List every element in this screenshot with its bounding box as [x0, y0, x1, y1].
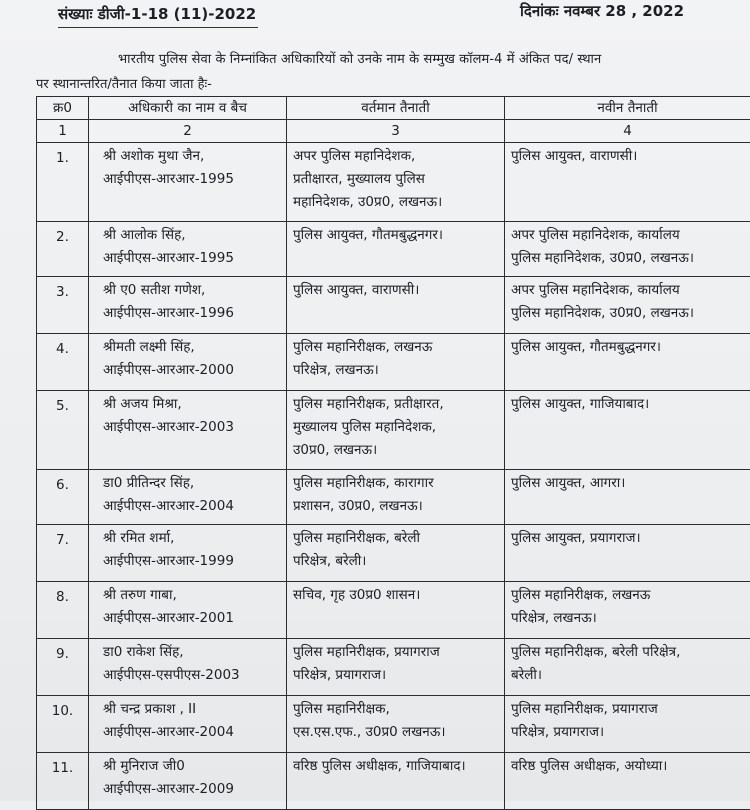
current-posting-line: पुलिस महानिरीक्षक, लखनऊ — [293, 336, 500, 359]
serial-number: 9. — [37, 639, 89, 696]
current-posting-line: एस.एस.एफ., उ0प्र0 लखनऊ। — [293, 721, 500, 744]
table-body — [37, 143, 750, 810]
current-posting-cell — [287, 696, 505, 753]
new-posting-line: वरिष्ठ पुलिस अधीक्षक, अयोध्या। — [511, 755, 746, 778]
table-row — [37, 582, 750, 639]
officer-name: श्री रमित शर्मा, — [103, 527, 282, 550]
new-posting-line: पुलिस महानिदेशक, उ0प्र0, लखनऊ। — [511, 302, 746, 325]
current-posting-line: पुलिस आयुक्त, वाराणसी। — [293, 279, 500, 302]
new-posting-cell — [505, 525, 750, 582]
serial-number: 10. — [37, 696, 89, 753]
new-posting-cell — [505, 143, 750, 222]
current-posting-cell — [287, 582, 505, 639]
intro-line-2: पर स्थानान्तरित/तैनात किया जाता हैः- — [36, 74, 212, 92]
current-posting-cell — [287, 277, 505, 334]
current-posting-line: प्रतीक्षारत, मुख्यालय पुलिस — [293, 168, 500, 191]
col-number-3: 3 — [287, 120, 505, 143]
officer-cell — [89, 143, 287, 222]
current-posting-line: महानिदेशक, उ0प्र0, लखनऊ। — [293, 191, 500, 214]
new-posting-line: पुलिस आयुक्त, आगरा। — [511, 472, 746, 495]
reference-underline — [58, 27, 258, 28]
current-posting-cell — [287, 525, 505, 582]
current-posting-line: पुलिस महानिरीक्षक, प्रतीक्षारत, — [293, 393, 500, 416]
new-posting-line: पुलिस आयुक्त, गौतमबुद्धनगर। — [511, 336, 746, 359]
current-posting-cell — [287, 391, 505, 470]
current-posting-cell — [287, 143, 505, 222]
officer-batch: आईपीएस-आरआर-1999 — [103, 550, 282, 573]
new-posting-line: अपर पुलिस महानिदेशक, कार्यालय — [511, 224, 746, 247]
table-row — [37, 334, 750, 391]
officer-cell — [89, 222, 287, 277]
header-new-posting: नवीन तैनाती — [505, 97, 750, 120]
serial-number: 6. — [37, 470, 89, 525]
new-posting-line: अपर पुलिस महानिदेशक, कार्यालय — [511, 279, 746, 302]
current-posting-line: पुलिस महानिरीक्षक, कारागार — [293, 472, 500, 495]
current-posting-cell — [287, 222, 505, 277]
new-posting-line: परिक्षेत्र, प्रयागराज। — [511, 721, 746, 744]
table-row — [37, 639, 750, 696]
current-posting-line: परिक्षेत्र, बरेली। — [293, 550, 500, 573]
officer-batch: आईपीएस-एसपीएस-2003 — [103, 664, 282, 687]
officer-cell — [89, 470, 287, 525]
table-row — [37, 277, 750, 334]
officer-name: श्री अजय मिश्रा, — [103, 393, 282, 416]
officer-batch: आईपीएस-आरआर-2009 — [103, 778, 282, 801]
new-posting-line: परिक्षेत्र, लखनऊ। — [511, 607, 746, 630]
header-officer: अधिकारी का नाम व बैच — [89, 97, 287, 120]
officer-cell — [89, 277, 287, 334]
new-posting-line: पुलिस महानिदेशक, उ0प्र0, लखनऊ। — [511, 247, 746, 270]
serial-number: 1. — [37, 143, 89, 222]
column-number-row — [37, 120, 750, 143]
officer-batch: आईपीएस-आरआर-1995 — [103, 247, 282, 270]
new-posting-cell — [505, 582, 750, 639]
officer-name: श्री आलोक सिंह, — [103, 224, 282, 247]
serial-number: 8. — [37, 582, 89, 639]
serial-number: 7. — [37, 525, 89, 582]
new-posting-cell — [505, 639, 750, 696]
new-posting-line: बरेली। — [511, 664, 746, 687]
current-posting-line: अपर पुलिस महानिदेशक, — [293, 145, 500, 168]
new-posting-line: पुलिस महानिरीक्षक, बरेली परिक्षेत्र, — [511, 641, 746, 664]
current-posting-cell — [287, 334, 505, 391]
officer-batch: आईपीएस-आरआर-2003 — [103, 416, 282, 439]
officer-cell — [89, 582, 287, 639]
current-posting-line: उ0प्र0, लखनऊ। — [293, 439, 500, 462]
officer-cell — [89, 639, 287, 696]
header-current-posting: वर्तमान तैनाती — [287, 97, 505, 120]
officer-name: श्री अशोक मुथा जैन, — [103, 145, 282, 168]
current-posting-line: परिक्षेत्र, प्रयागराज। — [293, 664, 500, 687]
col-number-4: 4 — [505, 120, 750, 143]
current-posting-line: सचिव, गृह उ0प्र0 शासन। — [293, 584, 500, 607]
table-row — [37, 470, 750, 525]
officer-batch: आईपीएस-आरआर-1995 — [103, 168, 282, 191]
current-posting-line: मुख्यालय पुलिस महानिदेशक, — [293, 416, 500, 439]
serial-number: 5. — [37, 391, 89, 470]
intro-line-1: भारतीय पुलिस सेवा के निम्नांकित अधिकारियों को उनके नाम के सम्मुख कॉलम-4 में अंकित पद/ स्थान — [118, 49, 601, 67]
officer-batch: आईपीएस-आरआर-2004 — [103, 721, 282, 744]
current-posting-line: पुलिस आयुक्त, गौतमबुद्धनगर। — [293, 224, 500, 247]
header-serial: क्र0 — [37, 97, 89, 120]
current-posting-line: प्रशासन, उ0प्र0, लखनऊ। — [293, 495, 500, 518]
table-row — [37, 391, 750, 470]
table-row — [37, 525, 750, 582]
current-posting-line: वरिष्ठ पुलिस अधीक्षक, गाजियाबाद। — [293, 755, 500, 778]
table-row — [37, 143, 750, 222]
current-posting-line: पुलिस महानिरीक्षक, — [293, 698, 500, 721]
new-posting-cell — [505, 334, 750, 391]
officer-name: डा0 राकेश सिंह, — [103, 641, 282, 664]
table-row — [37, 696, 750, 753]
officer-cell — [89, 525, 287, 582]
new-posting-line: पुलिस आयुक्त, वाराणसी। — [511, 145, 746, 168]
serial-number: 2. — [37, 222, 89, 277]
officer-batch: आईपीएस-आरआर-2004 — [103, 495, 282, 518]
transfer-table — [36, 96, 750, 810]
officer-name: श्रीमती लक्ष्मी सिंह, — [103, 336, 282, 359]
officer-cell — [89, 391, 287, 470]
new-posting-cell — [505, 277, 750, 334]
officer-cell — [89, 334, 287, 391]
order-date: दिनांकः नवम्बर 28 , 2022 — [520, 1, 684, 21]
new-posting-cell — [505, 470, 750, 525]
officer-name: श्री चन्द्र प्रकाश , II — [103, 698, 282, 721]
table-header-row — [37, 97, 750, 120]
new-posting-cell — [505, 222, 750, 277]
col-number-1: 1 — [37, 120, 89, 143]
new-posting-line: पुलिस आयुक्त, गाजियाबाद। — [511, 393, 746, 416]
officer-name: श्री मुनिराज जी0 — [103, 755, 282, 778]
new-posting-line: पुलिस महानिरीक्षक, प्रयागराज — [511, 698, 746, 721]
officer-name: डा0 प्रीतिन्दर सिंह, — [103, 472, 282, 495]
officer-name: श्री तरुण गाबा, — [103, 584, 282, 607]
new-posting-line: पुलिस महानिरीक्षक, लखनऊ — [511, 584, 746, 607]
serial-number: 3. — [37, 277, 89, 334]
new-posting-cell — [505, 696, 750, 753]
serial-number: 11. — [37, 753, 89, 810]
reference-number: संख्याः डीजी-1-18 (11)-2022 — [58, 4, 256, 24]
officer-name: श्री ए0 सतीश गणेश, — [103, 279, 282, 302]
officer-cell — [89, 696, 287, 753]
current-posting-line: परिक्षेत्र, लखनऊ। — [293, 359, 500, 382]
new-posting-line: पुलिस आयुक्त, प्रयागराज। — [511, 527, 746, 550]
officer-batch: आईपीएस-आरआर-2001 — [103, 607, 282, 630]
current-posting-cell — [287, 470, 505, 525]
officer-batch: आईपीएस-आरआर-1996 — [103, 302, 282, 325]
new-posting-cell — [505, 391, 750, 470]
current-posting-line: पुलिस महानिरीक्षक, बरेली — [293, 527, 500, 550]
col-number-2: 2 — [89, 120, 287, 143]
current-posting-cell — [287, 639, 505, 696]
serial-number: 4. — [37, 334, 89, 391]
table-row — [37, 222, 750, 277]
current-posting-line: पुलिस महानिरीक्षक, प्रयागराज — [293, 641, 500, 664]
officer-batch: आईपीएस-आरआर-2000 — [103, 359, 282, 382]
